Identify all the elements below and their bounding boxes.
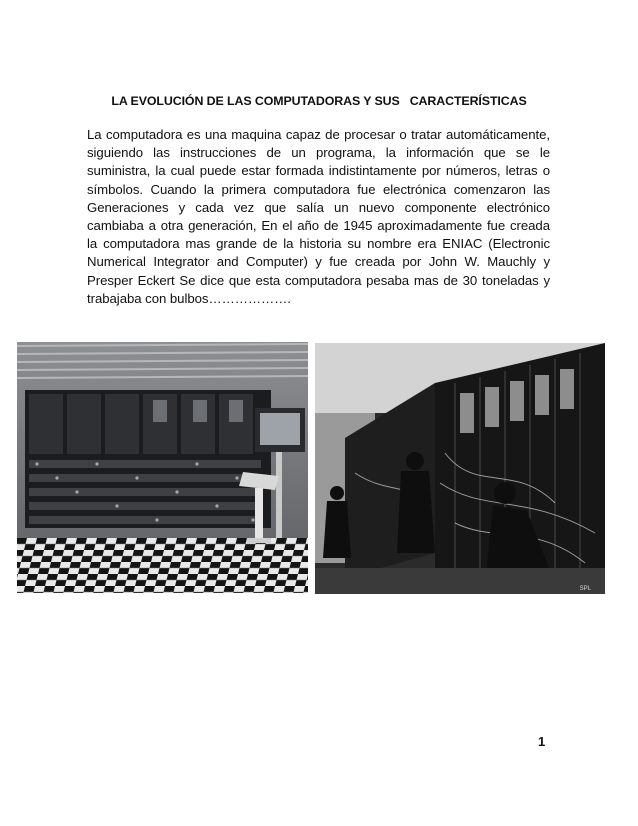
eniac-operators-photo xyxy=(315,343,605,594)
photo-watermark: SPL xyxy=(579,586,591,592)
document-title: LA EVOLUCIÓN DE LAS COMPUTADORAS Y SUS CARACTERÍSTICAS xyxy=(111,94,527,108)
body-paragraph: La computadora es una maquina capaz de procesar o tratar automáticamente, siguiendo las instrucciones de un programa, la información que se le suministra, la cual puede estar formada indistintamente por números, letras o símbolos. Cuando la primera computadora fue electrónica comenzaron las Generaciones y cada vez que salía un nuevo componente electrónico cambiaba a otra generación, En el año de 1945 aproximadamente fue creada la computadora mas grande de la historia su nombre era ENIAC (Electronic Numerical Integrator and Computer) y fue creada por John W. Mauchly y Presper Eckert Se dice que esta computadora pesaba mas de 30 toneladas y trabajaba con bulbos………………. xyxy=(87,127,550,306)
eniac-exhibit-photo xyxy=(17,342,308,593)
page-number: 1 xyxy=(538,734,546,749)
